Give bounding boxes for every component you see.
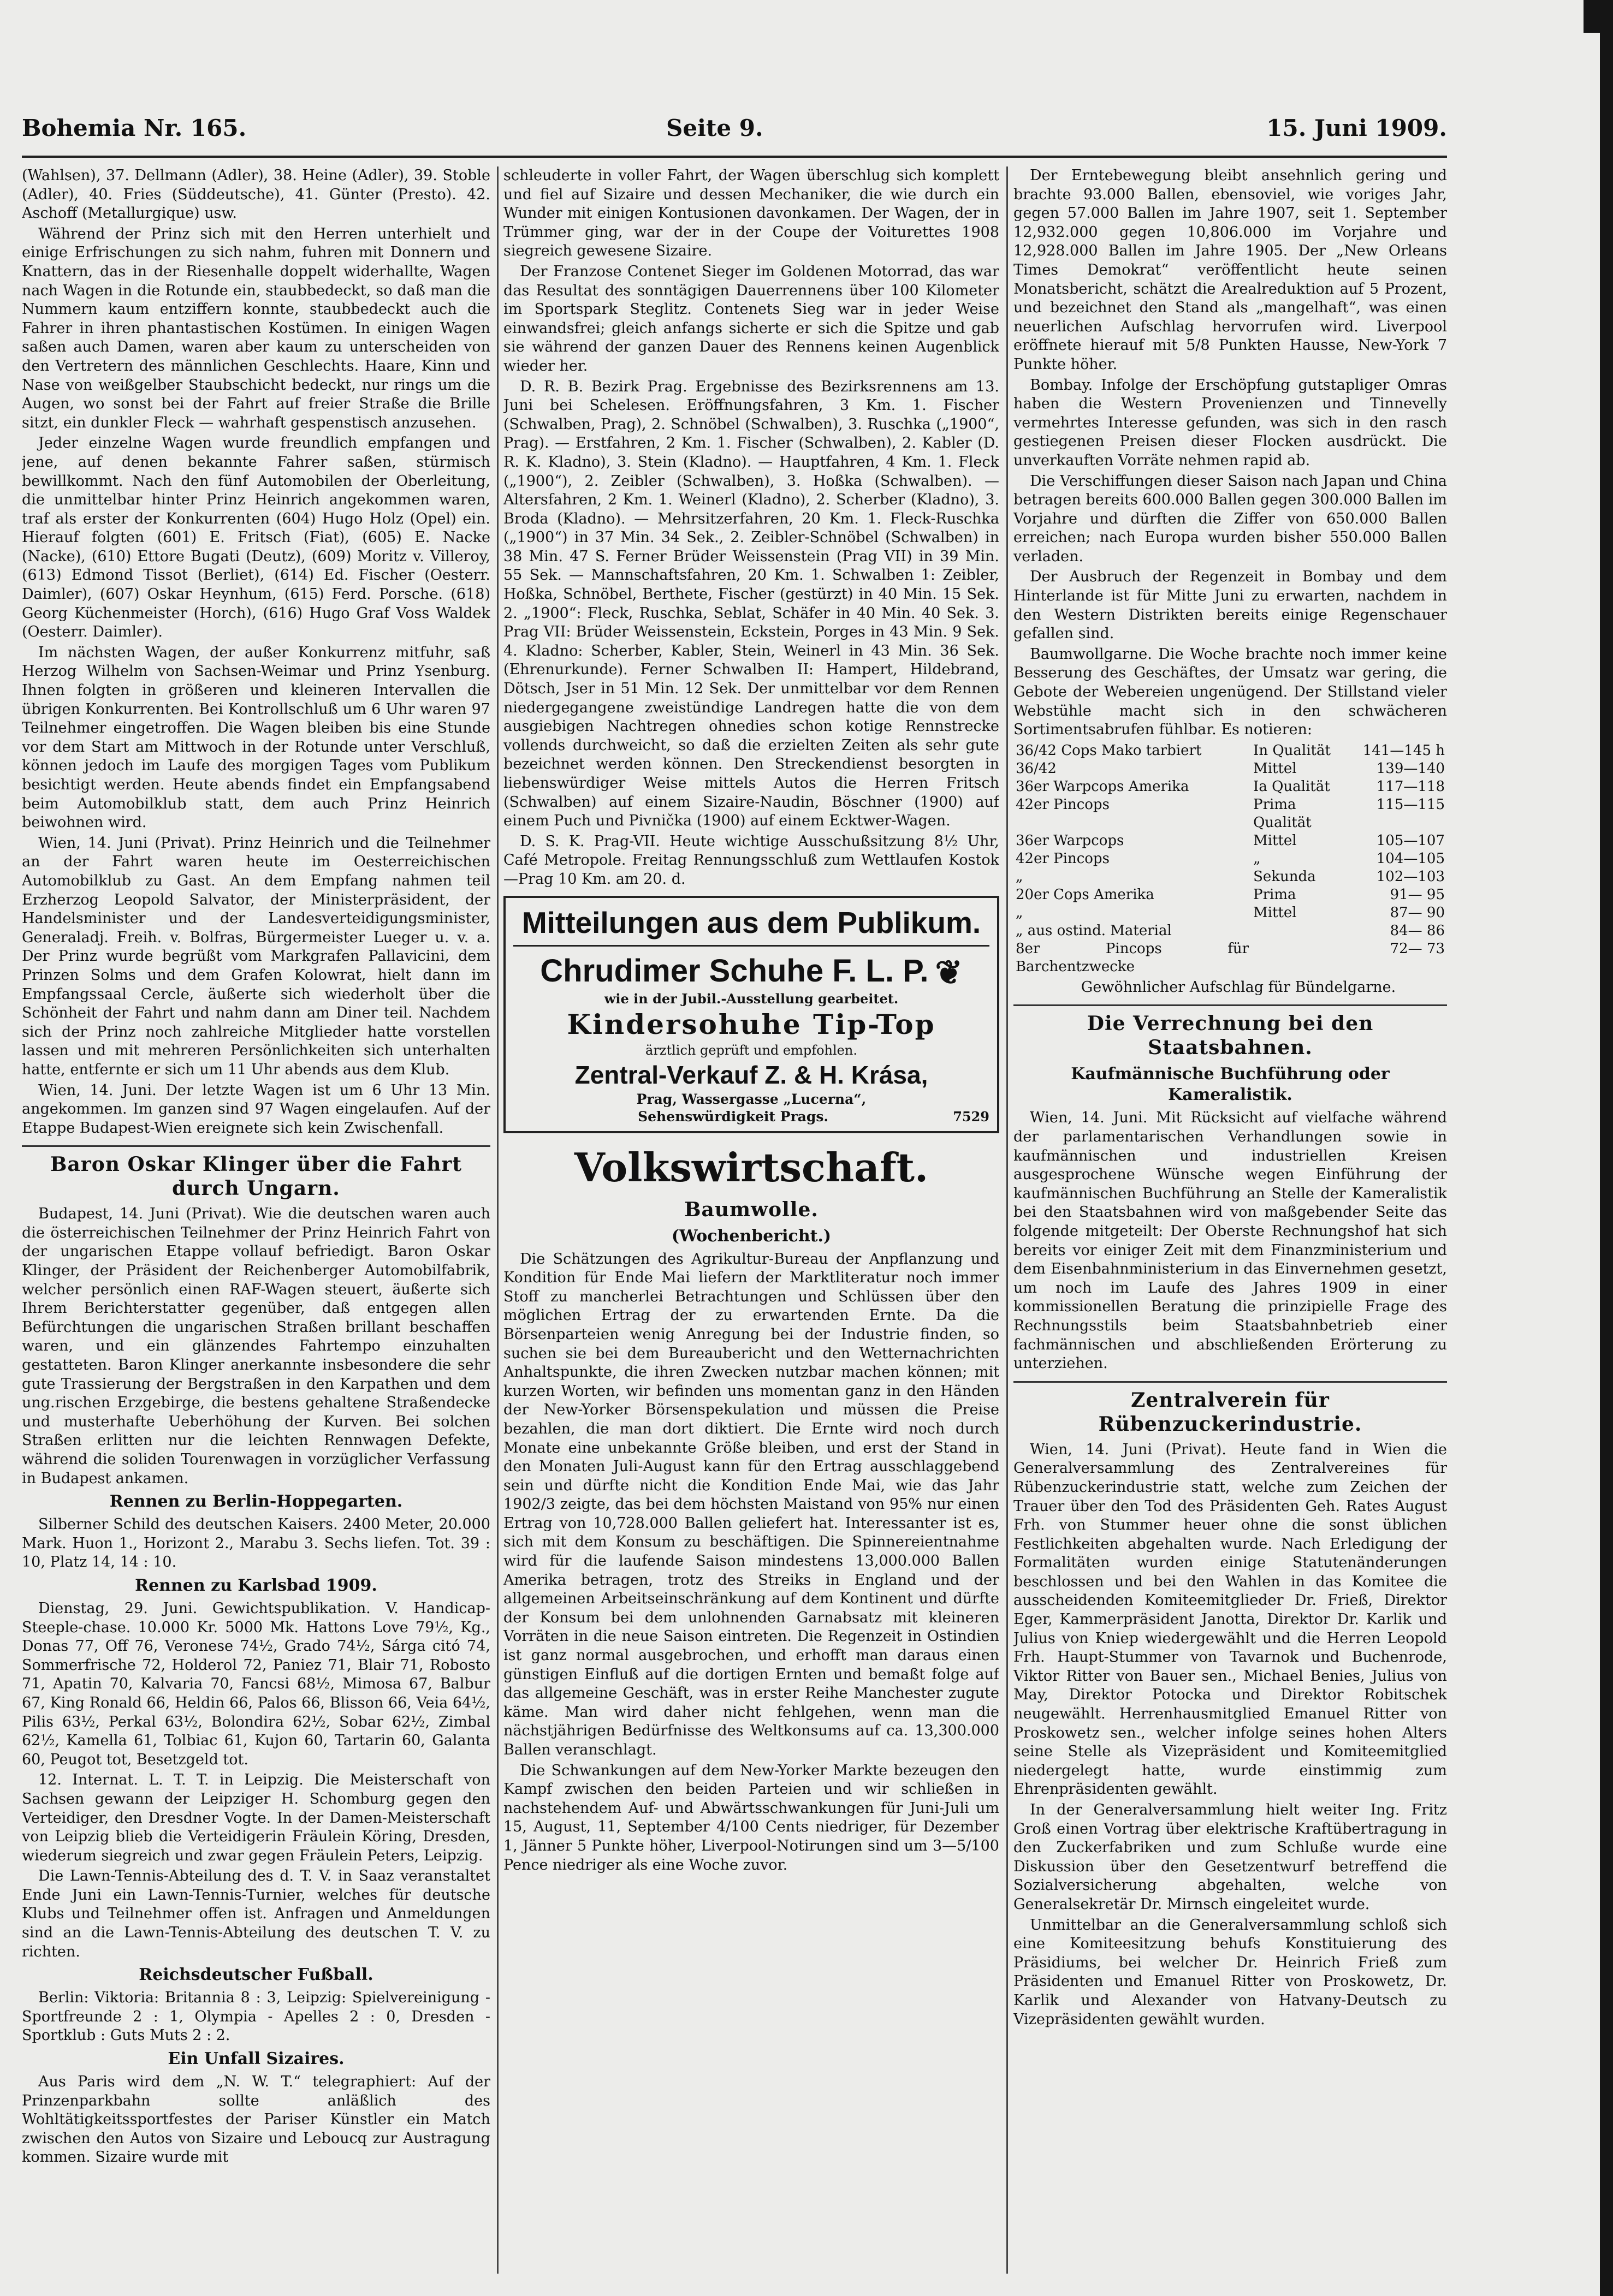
price-table <box>1013 742 1447 976</box>
paragraph: D. S. K. Prag-VII. Heute wichtige Ausschußsitzung 8½ Uhr, Café Metropole. Freitag Rennungsschluß zum Wettlaufen Kostok—Prag 10 Km. am 20. d. <box>503 832 999 888</box>
yarn-type: 20er Cops Amerika <box>1016 886 1154 903</box>
ad-address: Prag, Wassergasse „Lucerna“, <box>636 1091 867 1107</box>
ad-section-title: Mitteilungen aus dem Publikum. <box>513 903 989 947</box>
price-row <box>1013 760 1447 778</box>
column-3 <box>1013 166 1447 2282</box>
column-2 <box>503 166 999 2282</box>
separator <box>22 1145 490 1147</box>
paragraph: In der Generalversammlung hielt weiter Ing. Fritz Groß einen Vortrag über elektrische Kraftübertragung in den Zuckerfabriken und zum Schluße wurde eine Diskussion über den Gesetzentwurf betreffend die Sozialversicherung abgehalten, welche von Generalsekretär Dr. Mirnsch eingeleitet wurde. <box>1013 1801 1447 1913</box>
yarn-quality: Mittel <box>1253 760 1297 777</box>
ad-number: 7529 <box>953 1108 989 1125</box>
yarn-type: 36er Warpcops Amerika <box>1016 778 1189 795</box>
article-heading: Baron Oskar Klinger über die Fahrt durch Ungarn. <box>50 1153 462 1200</box>
yarn-quality: Mittel <box>1253 832 1297 849</box>
yarn-quality: In Qualität <box>1253 742 1331 759</box>
page-header <box>22 115 1447 153</box>
header-date: 15. Juni 1909. <box>1266 115 1447 141</box>
price-note: Gewöhnlicher Aufschlag für Bündelgarne. <box>1081 978 1396 996</box>
paragraph: Aus Paris wird dem „N. W. T.“ telegraphiert: Auf der Prinzenparkbahn sollte anläßlich des Wohltätigkeitssportfestes der Pariser Künstler ein Match zwischen den Autos von Sizaire und Leboucq zur Austragung kommen. Sizaire wurde mit <box>22 2073 490 2166</box>
price-value: 72— 73 <box>1390 940 1445 957</box>
yarn-quality: Ia Qualität <box>1253 778 1330 795</box>
price-value: 115—115 <box>1376 796 1445 813</box>
price-value: 139—140 <box>1376 760 1445 777</box>
ad-line: ärztlich geprüft und empfohlen. <box>645 1042 857 1058</box>
price-value: 141—145 h <box>1362 742 1445 759</box>
yarn-quality: Mittel <box>1253 904 1297 921</box>
ad-vendor: Zentral-Verkauf Z. & H. Krása, <box>574 1060 928 1089</box>
section-heading: Ein Unfall Sizaires. <box>168 2049 345 2069</box>
ad-product: Kindersohuhe Tip-Top <box>567 1008 936 1040</box>
price-row <box>1013 778 1447 796</box>
paragraph: Wien, 14. Juni. Mit Rücksicht auf vielfache während der parlamentarischen Verhandlungen sowie in kaufmännischen und industriellen Kreisen ausgesprochene Wünsche wegen Einführung der kaufmännischen Buchführung an Stelle der Kameralistik bei den Staatsbahnen wird von maßgebender Seite das folgende mitgeteilt: Der Oberste Rechnungshof hat sich bereits vor einiger Zeit mit dem Finanzministerium und dem Eisenbahnministerium in das Einvernehmen gesetzt, um noch im Laufe des Jahres 1909 in einer kommissionellen Beratung die prinzipielle Frage des Rechnungsstils beim Staatsbahnbetrieb einer fachmännischen und abschließenden Erörterung zu unterziehen. <box>1013 1109 1447 1372</box>
price-row <box>1013 886 1447 904</box>
yarn-quality: Prima Qualität <box>1253 796 1312 831</box>
paragraph: Die Verschiffungen dieser Saison nach Japan und China betragen bereits 600.000 Ballen gegen 300.000 Ballen im Vorjahre und dürften die Ziffer von 650.000 Ballen erreichen; nach Europa wurden bisher 550.000 Ballen verladen. <box>1013 472 1447 565</box>
paragraph: Im nächsten Wagen, der außer Konkurrenz mitfuhr, saß Herzog Wilhelm von Sachsen-Weimar und Prinz Ysenburg. Ihnen folgten in größeren und kleineren Intervallen die übrigen Konkurrenten. Bei Kontrollschluß um 6 Uhr waren 97 Teilnehmer eingetroffen. Die Wagen bleiben bis eine Stunde vor dem Start am Mittwoch in der Rotunde unter Verschluß, können jedoch im Laufe des morgigen Tages vom Publikum besichtigt werden. Heute abends findet ein Empfangsabend beim Automobilklub statt, dem auch Prinz Heinrich beiwohnen wird. <box>22 644 490 831</box>
paragraph: Silberner Schild des deutschen Kaisers. 2400 Meter, 20.000 Mark. Huon 1., Horizont 2., Marabu 3. Sechs liefen. Tot. 39 : 10, Platz 14, 14 : 10. <box>22 1516 490 1571</box>
ad-brand <box>513 952 989 990</box>
advertisement-box <box>503 896 999 1133</box>
ad-address-line <box>513 1108 989 1126</box>
article-heading: Baumwolle. <box>684 1198 819 1221</box>
yarn-quality: Sekunda <box>1253 868 1316 885</box>
price-value: 91— 95 <box>1390 886 1445 903</box>
paragraph: Der Ausbruch der Regenzeit in Bombay und dem Hinterlande ist für Mitte Juni zu erwarten, nachdem in den Western Distrikten bereits einige Regenschauer gefallen sind. <box>1013 568 1447 643</box>
header-page-number: Seite 9. <box>666 115 763 141</box>
paragraph: Baumwollgarne. Die Woche brachte noch immer keine Besserung des Geschäftes, der Umsatz war gering, die Gebote der Webereien ungenügend. Der Stillstand vieler Webstühle macht sich in den schwächeren Sortimentsabrufen fühlbar. Es notieren: <box>1013 645 1447 739</box>
paragraph: Berlin: Viktoria: Britannia 8 : 3, Leipzig: Spielvereinigung - Sportfreunde 2 : 1, Olympia - Apelles 2 : 0, Dresden - Sportklub : Guts Muts 2 : 2. <box>22 1989 490 2044</box>
paragraph: schleuderte in voller Fahrt, der Wagen überschlug sich komplett und fiel auf Sizaire und dessen Mechaniker, die wie durch ein Wunder mit einigen Kontusionen davonkamen. Der Wagen, der in Trümmer ging, war der in der Coupe der Voiturettes 1908 siegreich gewesene Sizaire. <box>503 167 999 260</box>
price-value: 104—105 <box>1376 850 1445 867</box>
ad-line: wie in der Jubil.-Ausstellung gearbeitet. <box>604 990 899 1007</box>
section-heading: Rennen zu Karlsbad 1909. <box>135 1575 377 1595</box>
paragraph: Der Franzose Contenet Sieger im Goldenen Motorrad, das war das Resultat des sonntägigen Dauerrennens über 100 Kilometer im Sportspark Steglitz. Contenets Sieg war in jeder Weise einwandsfrei; gleich anfangs sicherte er sich die Spitze und gab sie während der ganzen Dauer des Rennens keinen Augenblick wieder her. <box>503 263 999 374</box>
section-title: Volkswirtschaft. <box>574 1144 929 1191</box>
price-row <box>1013 940 1447 976</box>
price-value: 87— 90 <box>1390 904 1445 921</box>
price-row <box>1013 796 1447 832</box>
paragraph: Wien, 14. Juni (Privat). Prinz Heinrich und die Teilnehmer an der Fahrt waren heute im Oesterreichischen Automobilklub zu Gast. An dem Empfang nahmen teil Erzherzog Leopold Salvator, der Ministerpräsident, der Handelsminister und der Landesverteidigungsminister, Generaladj. Freih. v. Bolfras, Bürgermeister Lueger u. v. a. Der Prinz wurde begrüßt vom Markgrafen Pallavicini, dem Prinzen Solms und dem Grafen Kolowrat, hielt dann im Empfangssaal Cercle, äußerte sich wiederholt über die Schönheit der Fahrt und nahm dann am Diner teil. Nachdem sich der Prinz noch zahlreiche Mitglieder hatte vorstellen lassen und mit mehreren Persönlichkeiten sich unterhalten hatte, entfernte er sich um 11 Uhr abends aus dem Klub. <box>22 834 490 1078</box>
yarn-type: 36/42 <box>1016 760 1057 777</box>
paragraph: Jeder einzelne Wagen wurde freundlich empfangen und jene, auf denen bekannte Fahrer saßen, stürmisch bewillkommt. Nach den fünf Automobilen der Oberleitung, die unmittelbar hinter Prinz Heinrich angekommen waren, traf als erster der Konkurrenten (604) Hugo Holz (Opel) ein. Hierauf folgten (601) E. Fritsch (Fiat), (605) E. Nacke (Nacke), (610) Ettore Bugati (Deutz), (609) Moritz v. Villeroy, (613) Edmond Tissot (Berliet), (614) Ed. Fischer (Oesterr. Daimler), (607) Oskar Heynhum, (615) Ferd. Porsche. (618) Georg Küchenmeister (Horch), (616) Hugo Graf Voss Waldek (Oesterr. Daimler). <box>22 435 490 641</box>
ad-brand-text: Chrudimer Schuhe F. L. P. <box>540 953 929 989</box>
section-heading: Reichsdeutscher Fußball. <box>139 1965 373 1985</box>
yarn-quality: Prima <box>1253 886 1296 903</box>
paragraph: Die Schätzungen des Agrikultur-Bureau der Anpflanzung und Kondition für Ende Mai liefern der Marktliteratur noch immer Stoff zu mancherlei Betrachtungen und Schlüssen über den möglichen Ertrag der zu erwartenden Ernte. Da die Börsenparteien wenig Anregung bei der Industrie finden, so suchen sie bei dem Bureaubericht und den Wetternachrichten Anhaltspunkte, die ihren Zwecken nutzbar machen können; mit kurzen Worten, wir befinden uns momentan ganz in den Händen der New-Yorker Börsenspekulation und müssen die Preise bezahlen, die man dort diktiert. Die Ernte wird noch durch Monate eine unbekannte Größe bleiben, und erst der Stand in den Monaten Juli-August kann für den Ertrag ausschlaggebend sein und dürfte nicht die Kondition Ende Mai, wie das Jahr 1902/3 zeigte, das bei dem höchsten Maistand von 95% nur einen Ertrag von 10,728.000 Ballen geliefert hat. Interessanter ist es, sich mit dem Konsum zu beschäftigen. Die Spinnereientnahme wird für die laufende Saison mindestens 13,000.000 Ballen Amerika betragen, trotz des Streiks in England und der allgemeinen Arbeitseinschränkung auf dem Kontinent und dürfte der Konsum bei dem unlohnenden Garnabsatz mit kleineren Vorräten in die neue Saison eintreten. Die Regenzeit in Ostindien ist ganz normal ausgebrochen, und erhofft man daraus einen günstigen Einfluß auf die dortigen Ernten und bemaßt folge auf das allgemeine Geschäft, was in erster Reihe Manchester zugute käme. Man wird daher nicht fehlgehen, wenn man die nächstjährigen Bedürfnisse des Weltkonsums auf ca. 13,300.000 Ballen veranschlagt. <box>503 1250 999 1758</box>
article-heading: Zentralverein für Rübenzuckerindustrie. <box>1098 1388 1362 1436</box>
yarn-quality <box>1251 940 1361 976</box>
paragraph: Bombay. Infolge der Erschöpfung gutstapliger Omras haben die Western Provenienzen und Tinnevelly vermehrtes Interesse gefunden, was sich in den rasch gestiegenen Preisen dieser Flocken ausdrückt. Die unverkauften Vorräte nehmen rapid ab. <box>1013 376 1447 469</box>
paragraph: Während der Prinz sich mit den Herren unterhielt und einige Erfrischungen zu sich nahm, fuhren mit Donnern und Knattern, das in der Riesenhalle doppelt widerhallte, Wagen nach Wagen in die Rotunde ein, staubbedeckt, so daß man die Nummern kaum entziffern konnte, staubbedeckt auch die Fahrer in ihren phantastischen Kostümen. In einigen Wagen saßen auch Damen, waren aber kaum zu unterscheiden von den Vertretern des männlichen Geschlechts. Haare, Kinn und Nase von weißgelber Staubschicht bedeckt, nur rings um die Augen, wo sonst bei der Fahrt auf freier Straße die Brille sitzt, ein dunkler Fleck — wahrhaft gespenstisch anzusehen. <box>22 225 490 431</box>
paragraph: 12. Internat. L. T. T. in Leipzig. Die Meisterschaft von Sachsen gewann der Leipziger H. Schomburg gegen den Verteidiger, den Dresdner Vogte. In der Damen-Meisterschaft von Leipzig blieb die Verteidigerin Fräulein Köring, Dresden, wiederum siegreich und zwar gegen Fräulein Peters, Leipzig. <box>22 1771 490 1864</box>
yarn-type: 42er Pincops <box>1016 796 1110 813</box>
paragraph: Wien, 14. Juni. Der letzte Wagen ist um 6 Uhr 13 Min. angekommen. Im ganzen sind 97 Wagen eingelaufen. Auf der Etappe Budapest-Wien ereignete sich kein Zwischenfall. <box>22 1081 490 1137</box>
price-value: 84— 86 <box>1390 922 1445 939</box>
header-rule <box>22 156 1447 158</box>
yarn-quality <box>1251 922 1361 940</box>
separator <box>1013 1004 1447 1006</box>
paragraph: Die Lawn-Tennis-Abteilung des d. T. V. in Saaz veranstaltet Ende Juni ein Lawn-Tennis-Turnier, welches für deutsche Klubs und Teilnehmer offen ist. Anfragen und Anmeldungen sind an die Lawn-Tennis-Abteilung des deutschen T. V. zu richten. <box>22 1867 490 1960</box>
yarn-type: 8er Pincops für Barchentzwecke <box>1016 940 1249 975</box>
yarn-type: 36er Warpcops <box>1016 832 1124 849</box>
yarn-type: „ aus ostind. Material <box>1016 922 1172 939</box>
yarn-type: 36/42 Cops Mako tarbiert <box>1016 742 1202 759</box>
paragraph: Budapest, 14. Juni (Privat). Wie die deutschen waren auch die österreichischen Teilnehmer der Prinz Heinrich Fahrt von der ungarischen Etappe vollauf befriedigt. Baron Oskar Klinger, der Präsident der Reichenberger Automobilfabrik, welcher persönlich einen RAF-Wagen steuert, äußerte sich Ihrem Berichterstatter gegenüber, daß entgegen allen Befürchtungen die ungarischen Straßen brillant beschaffen waren, und ein glänzendes Fahrtempo einzuhalten gestatteten. Baron Klinger anerkannte insbesondere die sehr gute Trassierung der Bergstraßen in den Karpathen und dem ung.rischen Erzgebirge, die bestens gehaltene Straßendecke und musterhafte Ueberhöhung der Kurven. Bei solchen Straßen erlitten nur die leichten Rennwagen Defekte, während die soliden Tourenwagen in vorzüglicher Verfassung in Budapest ankamen. <box>22 1205 490 1487</box>
eagle-emblem-icon: ❦ <box>935 954 963 991</box>
price-row <box>1013 742 1447 760</box>
price-value: 105—107 <box>1376 832 1445 849</box>
price-row <box>1013 868 1447 886</box>
newspaper-page <box>22 93 1447 2287</box>
yarn-type: „ <box>1016 868 1023 885</box>
price-value: 102—103 <box>1376 868 1445 885</box>
paragraph: Der Erntebewegung bleibt ansehnlich gering und brachte 93.000 Ballen, ebensoviel, wie voriges Jahr, gegen 57.000 Ballen im Jahre 1907, seit 1. September 12,932.000 gegen 10,806.000 im Vorjahre und 12,928.000 Ballen im Jahre 1905. Der „New Orleans Times Demokrat“ veröffentlicht heute seinen Monatsbericht, schätzt die Arealreduktion auf 5 Prozent, und bezeichnet den Stand als „mangelhaft“, was einen neuerlichen Aufschlag hervorrufen wird. Liverpool eröffnete hierauf mit 5/8 Punkten Hausse, New-York 7 Punkte höher. <box>1013 167 1447 373</box>
price-row <box>1013 904 1447 922</box>
ad-address-text: Sehenswürdigkeit Prags. <box>638 1108 829 1125</box>
yarn-quality: „ <box>1253 850 1261 867</box>
yarn-type: „ <box>1016 904 1023 921</box>
price-value: 117—118 <box>1376 778 1445 795</box>
separator <box>1013 1381 1447 1383</box>
article-subheading: Kaufmännische Buchführung oder Kameralistik. <box>1071 1064 1390 1105</box>
paragraph: Die Schwankungen auf dem New-Yorker Markte bezeugen den Kampf zwischen den beiden Parteien und wir schließen in nachstehendem Auf- und Abwärtsschwankungen für Juni-Juli um 15, August, 11, September 4/100 Cents niedriger, für Dezember 1, Jänner 5 Punkte höher, Liverpool-Notirungen sind um 3—5/100 Pence niedriger als eine Woche zuvor. <box>503 1762 999 1873</box>
price-row <box>1013 922 1447 940</box>
column-divider <box>497 166 499 2274</box>
article-subheading: (Wochenbericht.) <box>671 1226 832 1246</box>
header-publication: Bohemia Nr. 165. <box>22 115 247 141</box>
paragraph: (Wahlsen), 37. Dellmann (Adler), 38. Heine (Adler), 39. Stoble (Adler), 40. Fries (Süddeutsche), 41. Günter (Presto). 42. Aschoff (Metallurgique) usw. <box>22 167 490 222</box>
scan-edge-top <box>1584 0 1613 33</box>
price-row <box>1013 850 1447 868</box>
paragraph: Wien, 14. Juni (Privat). Heute fand in Wien die Generalversammlung des Zentralvereines für Rübenzuckerindustrie statt, welche zum Zeichen der Trauer über den Tod des Präsidenten Geh. Rates August Frh. von Stummer heuer ohne die sonst üblichen Festlichkeiten abgehalten wurde. Nach Erledigung der Formalitäten wurden einige Statutenänderungen beschlossen und bei den Wahlen in das Komitee die ausscheidenden Komiteemitglieder Dr. Frieß, Direktor Eger, Kammerpräsident Janotta, Direktor Dr. Karlik und Julius von Kniep wiedergewählt und die Herren Leopold Frh. Haupt-Stummer von Tavarnok und Buchenrode, Viktor Ritter von Bauer sen., Michael Benies, Julius von May, Direktor Potocka und Direktor Robitschek neugewählt. Herrenhausmitglied Emanuel Ritter von Proskowetz sen., welcher infolge seines hohen Alters seine Stelle als Vizepräsident und Komiteemitglied niedergelegt hatte, wurde einstimmig zum Ehrenpräsidenten gewählt. <box>1013 1441 1447 1798</box>
scan-edge-right <box>1600 33 1613 2296</box>
paragraph: D. R. B. Bezirk Prag. Ergebnisse des Bezirksrennens am 13. Juni bei Schelesen. Eröffnungsfahren, 3 Km. 1. Fischer (Schwalben, Prag), 2. Schnöbel (Schwalben), 3. Ruschka („1900“, Prag). — Erstfahren, 2 Km. 1. Fischer (Schwalben), 2. Kabler (D. R. K. Kladno), 3. Stein (Kladno). — Hauptfahren, 4 Km. 1. Fleck („1900“), 2. Zeibler (Schwalben), 3. Hoßka (Schwalben). — Altersfahren, 2 Km. 1. Weinerl (Kladno), 2. Scherber (Kladno), 3. Broda (Kladno). — Mehrsitzerfahren, 20 Km. 1. Fleck-Ruschka („1900“) in 37 Min. 34 Sek., 2. Zeibler-Schnöbel (Schwalben) in 38 Min. 47 S. Ferner Brüder Weissenstein (Prag VII) in 39 Min. 55 Sek. — Mannschaftsfahren, 20 Km. 1. Schwalben 1: Zeibler, Hoßka, Schnöbel, Berthete, Fischer (gestürzt) in 40 Min. 15 Sek. 2. „1900“: Fleck, Ruschka, Seblat, Schäfer in 40 Min. 40 Sek. 3. Prag VII: Brüder Weissenstein, Eckstein, Porges in 43 Min. 9 Sek. 4. Kladno: Scherber, Kabler, Stein, Weinerl in 43 Min. 36 Sek. (Ehrenurkunde). Ferner Schwalben II: Hampert, Hildebrand, Dötsch, Jser in 51 Min. 12 Sek. Der unmittelbar vor dem Rennen niedergegangene zweistündige Landregen hatte die von dem ausgiebigen Nachtregen ohnedies schon kotige Rennstrecke vollends durchweicht, so daß die erzielten Zeiten als sehr gute bezeichnet werden können. Den Streckendienst besorgten in liebenswürdiger Weise mittels Autos die Herren Fritsch (Schwalben) auf einem Sizaire-Naudin, Böschner (1900) auf einem Puch und Pivnička (1900) auf einem Ecktwer-Wagen. <box>503 378 999 830</box>
section-heading: Rennen zu Berlin-Hoppegarten. <box>109 1492 403 1512</box>
paragraph: Unmittelbar an die Generalversammlung schloß sich eine Komiteesitzung behufs Konstituierung des Präsidiums, bei welcher Dr. Heinrich Frieß zum Präsidenten und Emanuel Ritter von Proskowetz, Dr. Karlik und Alexander von Hatvany-Deutsch zu Vizepräsidenten gewählt wurden. <box>1013 1916 1447 2028</box>
column-1 <box>22 166 490 2282</box>
article-heading: Die Verrechnung bei den Staatsbahnen. <box>1087 1012 1374 1060</box>
yarn-type: 42er Pincops <box>1016 850 1110 867</box>
paragraph: Dienstag, 29. Juni. Gewichtspublikation. V. Handicap-Steeple-chase. 10.000 Kr. 5000 Mk. Hattons Love 79½, Kg., Donas 77, Off 76, Veronese 74½, Grado 74½, Sárga citó 74, Sommerfrische 72, Holderol 72, Paniez 71, Blair 71, Robosto 71, Apatin 70, Kalvaria 70, Fancsi 68½, Mimosa 67, Balbur 67, King Ronald 66, Heldin 66, Palos 66, Blisson 66, Veia 64½, Pilis 63½, Perkal 63½, Bolondira 62½, Sobar 62½, Zimbal 62½, Kamella 61, Tolbiac 61, Kujon 60, Tartarin 60, Galanta 60, Peugot tot, Besetzgeld tot. <box>22 1599 490 1768</box>
column-divider <box>1006 166 1008 2274</box>
price-row <box>1013 832 1447 850</box>
